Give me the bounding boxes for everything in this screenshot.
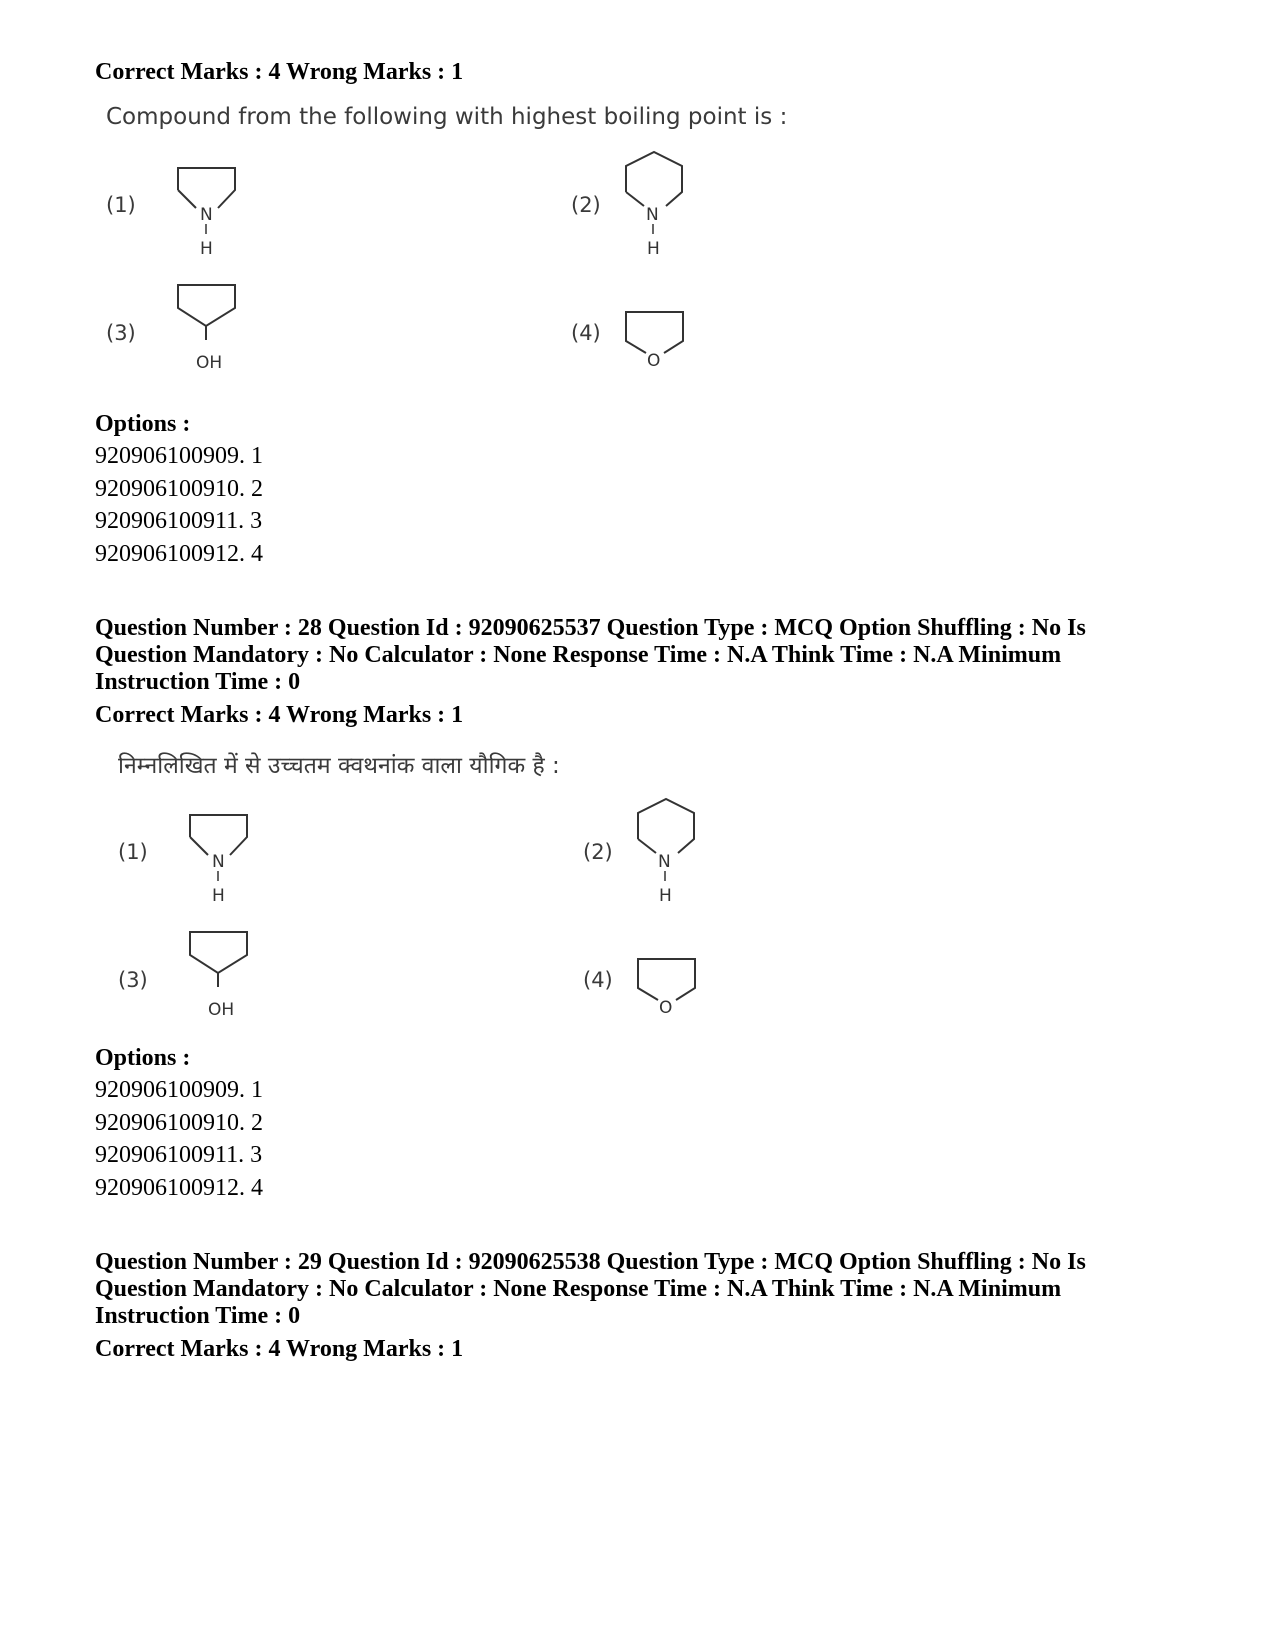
question-header-line: Question Number : 28 Question Id : 92090625537 Question Type : MCQ Option Shuffling : No Is bbox=[95, 615, 1086, 641]
atom-o: O bbox=[647, 351, 661, 371]
option-3: 920906100911. 3 bbox=[95, 508, 263, 534]
pyrrolidine-structure bbox=[180, 807, 260, 907]
figure-label-3: (3) bbox=[106, 321, 136, 345]
atom-h: H bbox=[659, 886, 672, 906]
atom-h: H bbox=[200, 239, 213, 259]
marks-line: Correct Marks : 4 Wrong Marks : 1 bbox=[95, 1336, 464, 1362]
option-2: 920906100910. 2 bbox=[95, 476, 263, 502]
atom-n: N bbox=[212, 852, 225, 872]
tetrahydrofuran-structure bbox=[630, 952, 710, 1022]
atom-n: N bbox=[658, 852, 671, 872]
atom-h: H bbox=[212, 886, 225, 906]
marks-line: Correct Marks : 4 Wrong Marks : 1 bbox=[95, 59, 464, 85]
piperidine-structure bbox=[630, 795, 710, 910]
tetrahydrofuran-structure bbox=[618, 305, 698, 375]
atom-oh: OH bbox=[196, 353, 223, 373]
atom-oh: OH bbox=[208, 1000, 235, 1020]
question-header-line: Instruction Time : 0 bbox=[95, 669, 301, 695]
atom-n: N bbox=[200, 205, 213, 225]
question-header-line: Question Mandatory : No Calculator : None Response Time : N.A Think Time : N.A Minimum bbox=[95, 642, 1062, 668]
cyclopentanol-structure bbox=[168, 278, 258, 378]
options-heading: Options : bbox=[95, 411, 191, 437]
atom-o: O bbox=[659, 998, 673, 1018]
piperidine-structure bbox=[618, 148, 698, 263]
question-header-line: Question Number : 29 Question Id : 92090625538 Question Type : MCQ Option Shuffling : No Is bbox=[95, 1249, 1086, 1275]
question-text: Compound from the following with highest boiling point is : bbox=[106, 104, 788, 130]
figure-label-2: (2) bbox=[583, 840, 613, 864]
figure-label-3: (3) bbox=[118, 968, 148, 992]
figure-label-1: (1) bbox=[106, 193, 136, 217]
question-header-line: Question Mandatory : No Calculator : None Response Time : N.A Think Time : N.A Minimum bbox=[95, 1276, 1062, 1302]
pyrrolidine-structure bbox=[168, 160, 248, 260]
options-heading: Options : bbox=[95, 1045, 191, 1071]
cyclopentanol-structure bbox=[180, 925, 270, 1025]
option-1: 920906100909. 1 bbox=[95, 443, 263, 469]
figure-label-4: (4) bbox=[571, 321, 601, 345]
option-4: 920906100912. 4 bbox=[95, 1175, 263, 1201]
question-header-line: Instruction Time : 0 bbox=[95, 1303, 301, 1329]
figure-label-1: (1) bbox=[118, 840, 148, 864]
marks-line: Correct Marks : 4 Wrong Marks : 1 bbox=[95, 702, 464, 728]
question-text: निम्नलिखित में से उच्चतम क्वथनांक वाला यौगिक है : bbox=[118, 753, 560, 779]
option-4: 920906100912. 4 bbox=[95, 541, 263, 567]
option-1: 920906100909. 1 bbox=[95, 1077, 263, 1103]
figure-label-4: (4) bbox=[583, 968, 613, 992]
figure-label-2: (2) bbox=[571, 193, 601, 217]
option-2: 920906100910. 2 bbox=[95, 1110, 263, 1136]
atom-h: H bbox=[647, 239, 660, 259]
atom-n: N bbox=[646, 205, 659, 225]
option-3: 920906100911. 3 bbox=[95, 1142, 263, 1168]
